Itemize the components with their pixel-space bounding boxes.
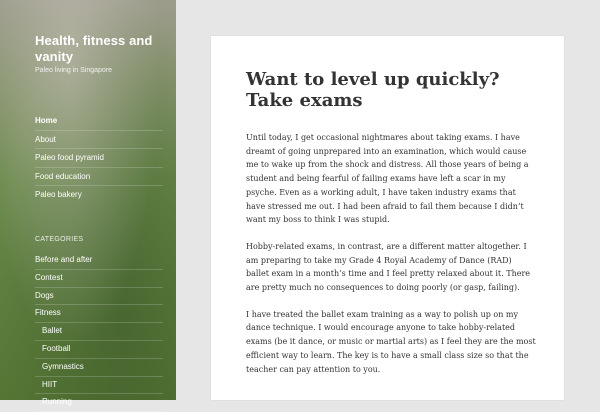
category-gymnastics[interactable]: Gymnastics: [35, 359, 163, 377]
post-paragraph: I have treated the ballet exam training as a way to polish up on my dance technique. I would encourage anyone to take hobby-related exams (be it dance, or music or martial arts) as I feel they are the most efficient way to learn. The key is to have a small class size so that the teacher can pay attention to you.: [246, 309, 536, 374]
category-contest[interactable]: Contest: [35, 270, 163, 288]
post-article: [211, 36, 564, 400]
category-before-and-after[interactable]: Before and after: [35, 252, 163, 270]
site-title[interactable]: Health, fitness and vanity: [35, 33, 153, 64]
nav-item-about[interactable]: About: [35, 131, 163, 150]
categories-list: [35, 252, 163, 412]
post-title[interactable]: Want to level up quickly? Take exams: [246, 69, 500, 111]
main-navigation: [35, 112, 163, 204]
site-description: Paleo living in Singapore: [35, 67, 113, 74]
nav-item-food-education[interactable]: Food education: [35, 168, 163, 187]
nav-item-home[interactable]: Home: [35, 112, 163, 131]
nav-item-paleo-food-pyramid[interactable]: Paleo food pyramid: [35, 149, 163, 168]
category-hiit[interactable]: HIIT: [35, 377, 163, 395]
category-fitness[interactable]: Fitness: [35, 305, 163, 323]
sidebar: [0, 0, 176, 407]
category-running[interactable]: Running: [35, 394, 163, 412]
post-body: [246, 131, 536, 389]
category-ballet[interactable]: Ballet: [35, 323, 163, 341]
categories-heading: CATEGORIES: [35, 236, 84, 243]
nav-item-paleo-bakery[interactable]: Paleo bakery: [35, 190, 82, 199]
post-paragraph: Until today, I get occasional nightmares about taking exams. I have dreamt of going unprepared into an examination, which would cause me to wake up from the shock and distress. All those years of being a student and being fearful of failing exams have left a scar in my psyche. Even as a working adult, I have taken industry exams that have stressed me out. I had been afraid to fail them because I didn’t want my boss to think I was stupid.: [246, 133, 529, 225]
category-dogs[interactable]: Dogs: [35, 288, 163, 306]
category-football[interactable]: Football: [35, 341, 163, 359]
post-paragraph: Hobby-related exams, in contrast, are a different matter altogether. I am preparing to take my Grade 4 Royal Academy of Dance (RAD) ballet exam in a month’s time and I feel pretty relaxed about it. There are pretty much no consequences to doing poorly (or gasp, failing).: [246, 241, 531, 293]
